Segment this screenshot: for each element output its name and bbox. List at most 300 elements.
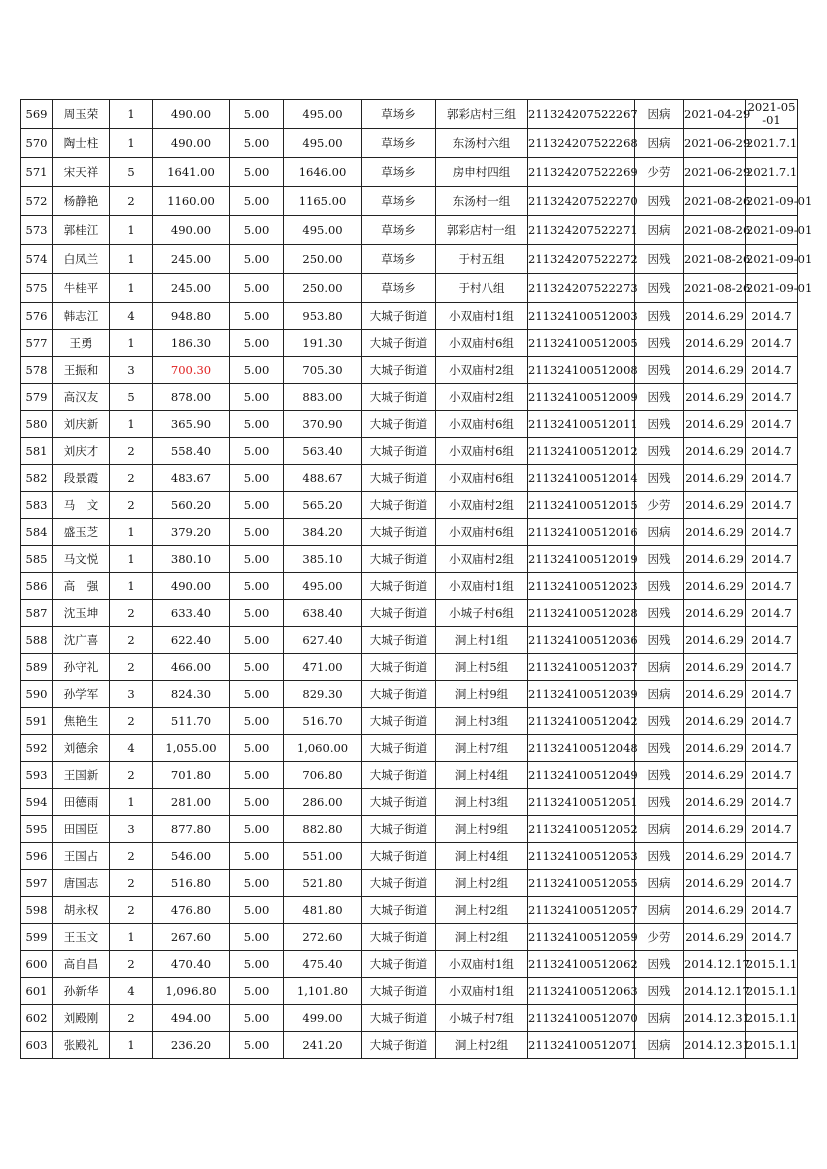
- approval-date-cell: 2014.12.31: [684, 1032, 746, 1059]
- approval-date-cell: 2014.6.29: [684, 735, 746, 762]
- start-date-cell: 2015.1.1: [746, 978, 798, 1005]
- village-group-cell: 洞上村1组: [436, 627, 528, 654]
- village-group-cell: 小城子村6组: [436, 600, 528, 627]
- start-date-cell: 2014.7: [746, 573, 798, 600]
- approval-date-cell: 2014.6.29: [684, 762, 746, 789]
- township-cell: 大城子街道: [362, 708, 436, 735]
- table-row: [21, 129, 798, 158]
- township-cell: 草场乡: [362, 245, 436, 274]
- subsidy-amount-cell: 622.40: [153, 627, 230, 654]
- extra-amount-cell: 5.00: [230, 897, 284, 924]
- id-number-cell: 211324100512062: [528, 951, 635, 978]
- table-row: [21, 735, 798, 762]
- serial-number-cell: 594: [21, 789, 53, 816]
- extra-amount-cell: 5.00: [230, 274, 284, 303]
- start-date-cell: 2021.7.1: [746, 158, 798, 187]
- subsidy-amount-cell: 281.00: [153, 789, 230, 816]
- approval-date-cell: 2014.6.29: [684, 519, 746, 546]
- serial-number-cell: 590: [21, 681, 53, 708]
- serial-number-cell: 601: [21, 978, 53, 1005]
- household-size-cell: 1: [110, 274, 153, 303]
- name-cell: 马 文: [53, 492, 110, 519]
- serial-number-cell: 574: [21, 245, 53, 274]
- household-size-cell: 5: [110, 384, 153, 411]
- household-size-cell: 2: [110, 897, 153, 924]
- approval-date-cell: 2014.12.17: [684, 978, 746, 1005]
- reason-cell: 因残: [635, 303, 684, 330]
- serial-number-cell: 571: [21, 158, 53, 187]
- extra-amount-cell: 5.00: [230, 330, 284, 357]
- name-cell: 宋天祥: [53, 158, 110, 187]
- serial-number-cell: 599: [21, 924, 53, 951]
- reason-cell: 因残: [635, 573, 684, 600]
- name-cell: 沈玉坤: [53, 600, 110, 627]
- extra-amount-cell: 5.00: [230, 187, 284, 216]
- id-number-cell: 211324207522267: [528, 100, 635, 129]
- name-cell: 唐国志: [53, 870, 110, 897]
- table-row: [21, 1032, 798, 1059]
- table-row: [21, 216, 798, 245]
- name-cell: 刘庆新: [53, 411, 110, 438]
- reason-cell: 少劳: [635, 924, 684, 951]
- subsidy-amount-cell: 466.00: [153, 654, 230, 681]
- approval-date-cell: 2014.6.29: [684, 708, 746, 735]
- reason-cell: 少劳: [635, 492, 684, 519]
- id-number-cell: 211324100512059: [528, 924, 635, 951]
- table-row: [21, 870, 798, 897]
- approval-date-cell: 2014.6.29: [684, 870, 746, 897]
- table-row: [21, 1005, 798, 1032]
- subsidy-amount-cell: 824.30: [153, 681, 230, 708]
- household-size-cell: 2: [110, 654, 153, 681]
- serial-number-cell: 584: [21, 519, 53, 546]
- household-size-cell: 1: [110, 573, 153, 600]
- reason-cell: 因残: [635, 330, 684, 357]
- name-cell: 刘德余: [53, 735, 110, 762]
- reason-cell: 因残: [635, 600, 684, 627]
- household-size-cell: 3: [110, 816, 153, 843]
- serial-number-cell: 578: [21, 357, 53, 384]
- subsidy-amount-cell: 1,096.80: [153, 978, 230, 1005]
- name-cell: 王勇: [53, 330, 110, 357]
- household-size-cell: 1: [110, 1032, 153, 1059]
- village-group-cell: 洞上村2组: [436, 1032, 528, 1059]
- total-amount-cell: 883.00: [284, 384, 362, 411]
- id-number-cell: 211324100512008: [528, 357, 635, 384]
- village-group-cell: 洞上村5组: [436, 654, 528, 681]
- approval-date-cell: 2014.6.29: [684, 411, 746, 438]
- start-date-cell: 2014.7: [746, 762, 798, 789]
- subsidy-amount-cell: 186.30: [153, 330, 230, 357]
- household-size-cell: 3: [110, 681, 153, 708]
- start-date-cell: 2014.7: [746, 330, 798, 357]
- id-number-cell: 211324100512051: [528, 789, 635, 816]
- extra-amount-cell: 5.00: [230, 357, 284, 384]
- start-date-cell: 2014.7: [746, 843, 798, 870]
- township-cell: 大城子街道: [362, 465, 436, 492]
- approval-date-cell: 2014.6.29: [684, 843, 746, 870]
- village-group-cell: 小双庙村1组: [436, 573, 528, 600]
- approval-date-cell: 2014.6.29: [684, 303, 746, 330]
- serial-number-cell: 573: [21, 216, 53, 245]
- subsidy-amount-cell: 236.20: [153, 1032, 230, 1059]
- start-date-cell: 2021-09-01: [746, 274, 798, 303]
- village-group-cell: 小双庙村2组: [436, 546, 528, 573]
- table-row: [21, 546, 798, 573]
- serial-number-cell: 569: [21, 100, 53, 129]
- table-row: [21, 492, 798, 519]
- name-cell: 胡永权: [53, 897, 110, 924]
- reason-cell: 因残: [635, 438, 684, 465]
- relief-roster-table: [20, 99, 813, 1059]
- name-cell: 高 强: [53, 573, 110, 600]
- township-cell: 大城子街道: [362, 681, 436, 708]
- total-amount-cell: 706.80: [284, 762, 362, 789]
- serial-number-cell: 583: [21, 492, 53, 519]
- table-row: [21, 681, 798, 708]
- household-size-cell: 1: [110, 546, 153, 573]
- reason-cell: 因病: [635, 519, 684, 546]
- village-group-cell: 于村五组: [436, 245, 528, 274]
- id-number-cell: 211324100512016: [528, 519, 635, 546]
- approval-date-cell: 2021-08-26: [684, 245, 746, 274]
- start-date-cell: 2014.7: [746, 708, 798, 735]
- reason-cell: 因残: [635, 627, 684, 654]
- village-group-cell: 小双庙村6组: [436, 465, 528, 492]
- name-cell: 田德雨: [53, 789, 110, 816]
- township-cell: 大城子街道: [362, 789, 436, 816]
- township-cell: 大城子街道: [362, 573, 436, 600]
- extra-amount-cell: 5.00: [230, 708, 284, 735]
- reason-cell: 因病: [635, 129, 684, 158]
- subsidy-amount-cell: 546.00: [153, 843, 230, 870]
- serial-number-cell: 595: [21, 816, 53, 843]
- subsidy-amount-cell: 365.90: [153, 411, 230, 438]
- start-date-cell: 2014.7: [746, 384, 798, 411]
- start-date-cell: 2021.7.1: [746, 129, 798, 158]
- table-row: [21, 274, 798, 303]
- household-size-cell: 2: [110, 438, 153, 465]
- household-size-cell: 2: [110, 762, 153, 789]
- table-row: [21, 627, 798, 654]
- subsidy-amount-cell: 560.20: [153, 492, 230, 519]
- extra-amount-cell: 5.00: [230, 1032, 284, 1059]
- household-size-cell: 2: [110, 465, 153, 492]
- village-group-cell: 小双庙村2组: [436, 357, 528, 384]
- serial-number-cell: 580: [21, 411, 53, 438]
- subsidy-amount-cell: 490.00: [153, 129, 230, 158]
- table-row: [21, 438, 798, 465]
- extra-amount-cell: 5.00: [230, 951, 284, 978]
- approval-date-cell: 2014.6.29: [684, 681, 746, 708]
- serial-number-cell: 570: [21, 129, 53, 158]
- name-cell: 白凤兰: [53, 245, 110, 274]
- total-amount-cell: 1646.00: [284, 158, 362, 187]
- reason-cell: 因残: [635, 843, 684, 870]
- start-date-cell: 2014.7: [746, 816, 798, 843]
- name-cell: 焦艳生: [53, 708, 110, 735]
- extra-amount-cell: 5.00: [230, 681, 284, 708]
- total-amount-cell: 370.90: [284, 411, 362, 438]
- subsidy-amount-cell: 494.00: [153, 1005, 230, 1032]
- name-cell: 高自昌: [53, 951, 110, 978]
- reason-cell: 因病: [635, 816, 684, 843]
- table-body: [21, 100, 813, 1059]
- approval-date-cell: 2014.6.29: [684, 897, 746, 924]
- name-cell: 牛桂平: [53, 274, 110, 303]
- serial-number-cell: 587: [21, 600, 53, 627]
- total-amount-cell: 385.10: [284, 546, 362, 573]
- subsidy-amount-cell: 476.80: [153, 897, 230, 924]
- serial-number-cell: 602: [21, 1005, 53, 1032]
- subsidy-amount-cell: 1160.00: [153, 187, 230, 216]
- name-cell: 王国占: [53, 843, 110, 870]
- subsidy-amount-cell: 877.80: [153, 816, 230, 843]
- serial-number-cell: 586: [21, 573, 53, 600]
- serial-number-cell: 579: [21, 384, 53, 411]
- approval-date-cell: 2014.6.29: [684, 357, 746, 384]
- total-amount-cell: 563.40: [284, 438, 362, 465]
- township-cell: 草场乡: [362, 100, 436, 129]
- table-row: [21, 187, 798, 216]
- subsidy-amount-cell: 470.40: [153, 951, 230, 978]
- village-group-cell: 小双庙村1组: [436, 978, 528, 1005]
- household-size-cell: 1: [110, 100, 153, 129]
- id-number-cell: 211324100512023: [528, 573, 635, 600]
- id-number-cell: 211324100512071: [528, 1032, 635, 1059]
- village-group-cell: 洞上村2组: [436, 897, 528, 924]
- subsidy-amount-cell: 379.20: [153, 519, 230, 546]
- id-number-cell: 211324100512048: [528, 735, 635, 762]
- approval-date-cell: 2014.6.29: [684, 438, 746, 465]
- start-date-cell: 2014.7: [746, 600, 798, 627]
- start-date-cell: 2014.7: [746, 438, 798, 465]
- reason-cell: 因残: [635, 546, 684, 573]
- township-cell: 大城子街道: [362, 762, 436, 789]
- household-size-cell: 1: [110, 330, 153, 357]
- township-cell: 大城子街道: [362, 1032, 436, 1059]
- table-row: [21, 519, 798, 546]
- household-size-cell: 2: [110, 870, 153, 897]
- approval-date-cell: 2014.6.29: [684, 627, 746, 654]
- household-size-cell: 1: [110, 924, 153, 951]
- id-number-cell: 211324100512053: [528, 843, 635, 870]
- village-group-cell: 洞上村3组: [436, 789, 528, 816]
- township-cell: 大城子街道: [362, 411, 436, 438]
- township-cell: 草场乡: [362, 187, 436, 216]
- id-number-cell: 211324207522271: [528, 216, 635, 245]
- serial-number-cell: 581: [21, 438, 53, 465]
- name-cell: 刘庆才: [53, 438, 110, 465]
- start-date-cell: 2014.7: [746, 654, 798, 681]
- village-group-cell: 洞上村4组: [436, 843, 528, 870]
- serial-number-cell: 593: [21, 762, 53, 789]
- id-number-cell: 211324207522268: [528, 129, 635, 158]
- total-amount-cell: 1165.00: [284, 187, 362, 216]
- township-cell: 大城子街道: [362, 546, 436, 573]
- household-size-cell: 2: [110, 492, 153, 519]
- household-size-cell: 4: [110, 303, 153, 330]
- start-date-cell: 2014.7: [746, 627, 798, 654]
- reason-cell: 因残: [635, 708, 684, 735]
- household-size-cell: 1: [110, 789, 153, 816]
- village-group-cell: 洞上村3组: [436, 708, 528, 735]
- household-size-cell: 2: [110, 708, 153, 735]
- serial-number-cell: 596: [21, 843, 53, 870]
- extra-amount-cell: 5.00: [230, 158, 284, 187]
- table-row: [21, 762, 798, 789]
- start-date-cell: 2014.7: [746, 411, 798, 438]
- table-row: [21, 245, 798, 274]
- approval-date-cell: 2021-06-29: [684, 129, 746, 158]
- serial-number-cell: 589: [21, 654, 53, 681]
- name-cell: 孙学军: [53, 681, 110, 708]
- id-number-cell: 211324100512028: [528, 600, 635, 627]
- township-cell: 大城子街道: [362, 951, 436, 978]
- serial-number-cell: 597: [21, 870, 53, 897]
- start-date-cell: 2014.7: [746, 546, 798, 573]
- extra-amount-cell: 5.00: [230, 627, 284, 654]
- start-date-cell: 2021-09-01: [746, 245, 798, 274]
- serial-number-cell: 598: [21, 897, 53, 924]
- reason-cell: 因病: [635, 681, 684, 708]
- table-row: [21, 573, 798, 600]
- household-size-cell: 2: [110, 187, 153, 216]
- township-cell: 大城子街道: [362, 897, 436, 924]
- approval-date-cell: 2014.6.29: [684, 330, 746, 357]
- table-row: [21, 100, 798, 129]
- approval-date-cell: 2014.6.29: [684, 465, 746, 492]
- total-amount-cell: 565.20: [284, 492, 362, 519]
- township-cell: 大城子街道: [362, 438, 436, 465]
- id-number-cell: 211324100512011: [528, 411, 635, 438]
- reason-cell: 因病: [635, 1005, 684, 1032]
- approval-date-cell: 2014.6.29: [684, 789, 746, 816]
- total-amount-cell: 488.67: [284, 465, 362, 492]
- extra-amount-cell: 5.00: [230, 789, 284, 816]
- total-amount-cell: 495.00: [284, 129, 362, 158]
- name-cell: 陶士柱: [53, 129, 110, 158]
- start-date-cell: 2021-05-01: [746, 100, 798, 129]
- reason-cell: 因病: [635, 1032, 684, 1059]
- village-group-cell: 洞上村2组: [436, 870, 528, 897]
- household-size-cell: 2: [110, 843, 153, 870]
- reason-cell: 因残: [635, 789, 684, 816]
- name-cell: 孙守礼: [53, 654, 110, 681]
- reason-cell: 因残: [635, 762, 684, 789]
- extra-amount-cell: 5.00: [230, 100, 284, 129]
- household-size-cell: 4: [110, 978, 153, 1005]
- start-date-cell: 2014.7: [746, 789, 798, 816]
- start-date-cell: 2014.7: [746, 357, 798, 384]
- name-cell: 盛玉芝: [53, 519, 110, 546]
- name-cell: 杨静艳: [53, 187, 110, 216]
- township-cell: 大城子街道: [362, 978, 436, 1005]
- extra-amount-cell: 5.00: [230, 870, 284, 897]
- total-amount-cell: 953.80: [284, 303, 362, 330]
- name-cell: 田国臣: [53, 816, 110, 843]
- table-row: [21, 411, 798, 438]
- village-group-cell: 小城子村7组: [436, 1005, 528, 1032]
- village-group-cell: 小双庙村6组: [436, 519, 528, 546]
- township-cell: 大城子街道: [362, 384, 436, 411]
- village-group-cell: 小双庙村1组: [436, 303, 528, 330]
- id-number-cell: 211324100512009: [528, 384, 635, 411]
- subsidy-amount-cell: 516.80: [153, 870, 230, 897]
- id-number-cell: 211324100512019: [528, 546, 635, 573]
- subsidy-amount-cell: 1641.00: [153, 158, 230, 187]
- subsidy-amount-cell: 490.00: [153, 573, 230, 600]
- township-cell: 大城子街道: [362, 735, 436, 762]
- household-size-cell: 2: [110, 1005, 153, 1032]
- approval-date-cell: 2014.6.29: [684, 573, 746, 600]
- household-size-cell: 1: [110, 216, 153, 245]
- id-number-cell: 211324207522269: [528, 158, 635, 187]
- serial-number-cell: 600: [21, 951, 53, 978]
- table-row: [21, 708, 798, 735]
- subsidy-amount-cell: 490.00: [153, 216, 230, 245]
- approval-date-cell: 2021-08-26: [684, 274, 746, 303]
- village-group-cell: 洞上村4组: [436, 762, 528, 789]
- start-date-cell: 2014.7: [746, 924, 798, 951]
- extra-amount-cell: 5.00: [230, 654, 284, 681]
- reason-cell: 因残: [635, 411, 684, 438]
- name-cell: 刘殿刚: [53, 1005, 110, 1032]
- serial-number-cell: 603: [21, 1032, 53, 1059]
- household-size-cell: 1: [110, 411, 153, 438]
- township-cell: 大城子街道: [362, 870, 436, 897]
- name-cell: 王玉文: [53, 924, 110, 951]
- township-cell: 草场乡: [362, 158, 436, 187]
- extra-amount-cell: 5.00: [230, 519, 284, 546]
- table-row: [21, 789, 798, 816]
- township-cell: 大城子街道: [362, 492, 436, 519]
- approval-date-cell: 2014.6.29: [684, 492, 746, 519]
- township-cell: 大城子街道: [362, 816, 436, 843]
- township-cell: 草场乡: [362, 216, 436, 245]
- name-cell: 段景霞: [53, 465, 110, 492]
- extra-amount-cell: 5.00: [230, 216, 284, 245]
- reason-cell: 因病: [635, 870, 684, 897]
- table-row: [21, 330, 798, 357]
- household-size-cell: 2: [110, 627, 153, 654]
- extra-amount-cell: 5.00: [230, 735, 284, 762]
- household-size-cell: 1: [110, 519, 153, 546]
- total-amount-cell: 250.00: [284, 245, 362, 274]
- total-amount-cell: 705.30: [284, 357, 362, 384]
- approval-date-cell: 2021-08-26: [684, 216, 746, 245]
- village-group-cell: 于村八组: [436, 274, 528, 303]
- id-number-cell: 211324100512012: [528, 438, 635, 465]
- subsidy-amount-cell: 511.70: [153, 708, 230, 735]
- table-row: [21, 600, 798, 627]
- approval-date-cell: 2021-06-29: [684, 158, 746, 187]
- start-date-cell: 2021-09-01: [746, 216, 798, 245]
- reason-cell: 因残: [635, 187, 684, 216]
- extra-amount-cell: 5.00: [230, 843, 284, 870]
- start-date-cell: 2015.1.1: [746, 951, 798, 978]
- serial-number-cell: 576: [21, 303, 53, 330]
- id-number-cell: 211324100512070: [528, 1005, 635, 1032]
- extra-amount-cell: 5.00: [230, 465, 284, 492]
- extra-amount-cell: 5.00: [230, 303, 284, 330]
- extra-amount-cell: 5.00: [230, 411, 284, 438]
- approval-date-cell: 2021-08-26: [684, 187, 746, 216]
- approval-date-cell: 2014.6.29: [684, 654, 746, 681]
- total-amount-cell: 471.00: [284, 654, 362, 681]
- approval-date-cell: 2014.6.29: [684, 816, 746, 843]
- serial-number-cell: 588: [21, 627, 53, 654]
